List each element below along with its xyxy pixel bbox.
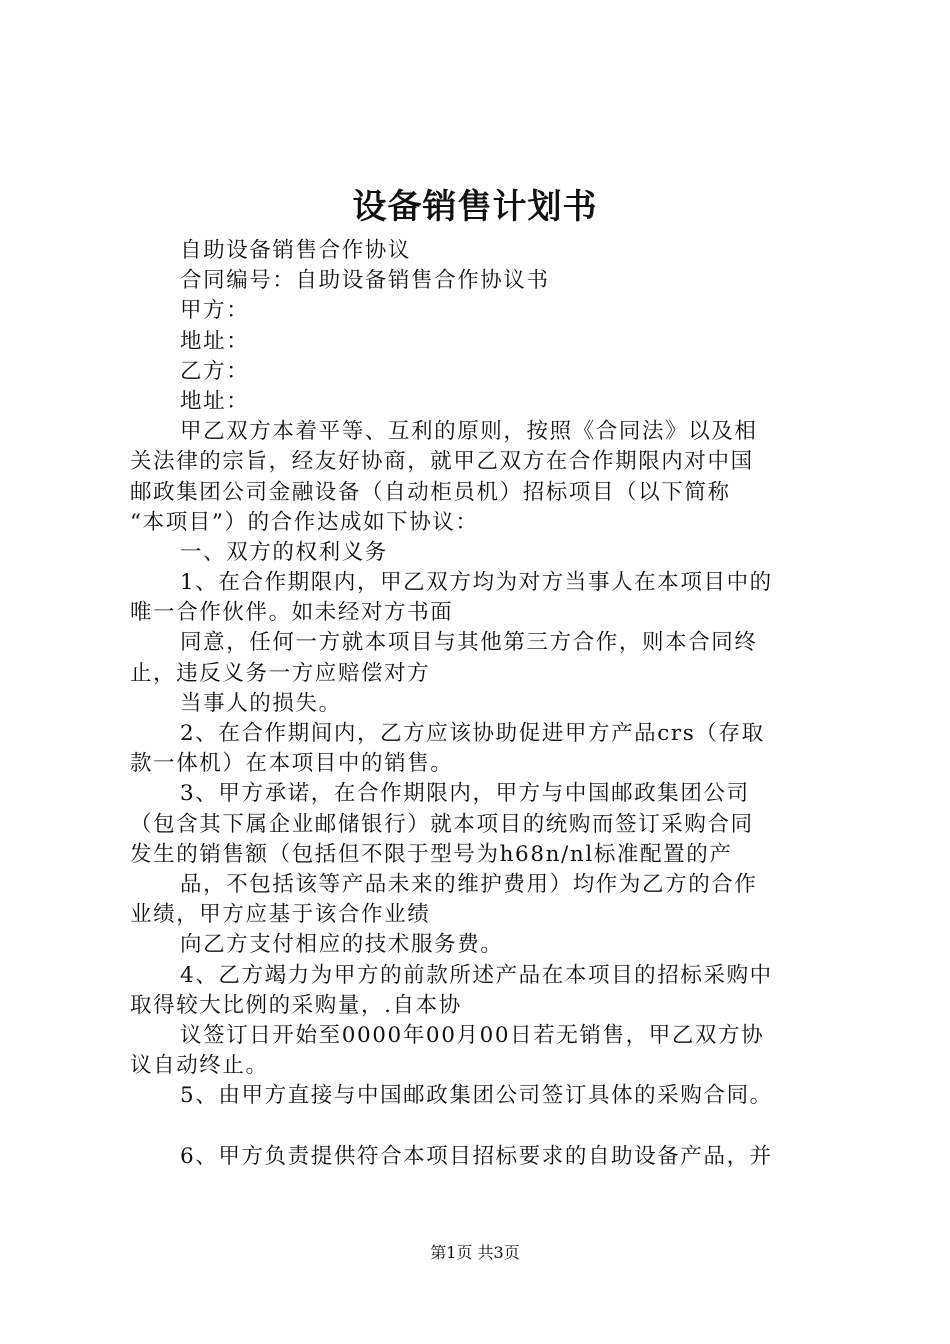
body-line: 议签订日开始至0000年00月00日若无销售，甲乙双方协 xyxy=(180,1022,765,1048)
body-line: 1、在合作期限内，甲乙双方均为对方当事人在本项目中的 xyxy=(180,570,773,596)
body-line: 取得较大比例的采购量，.自本协 xyxy=(130,992,462,1018)
body-line: 地址： xyxy=(180,328,250,354)
body-line xyxy=(130,1111,830,1141)
body-line: 当事人的损失。 xyxy=(180,690,342,716)
document-title: 设备销售计划书 xyxy=(352,187,598,227)
body-line: 议自动终止。 xyxy=(130,1053,269,1079)
body-line: 甲方： xyxy=(180,298,250,324)
body-line: 2、在合作期间内，乙方应该协助促进甲方产品crs（存取 xyxy=(180,721,765,746)
document-body xyxy=(130,236,830,1172)
body-line: 甲乙双方本着平等、互利的原则，按照《合同法》以及相 xyxy=(180,419,758,445)
body-line: 唯一合作伙伴。如未经对方书面 xyxy=(130,600,454,626)
body-line: 自助设备销售合作协议 xyxy=(180,238,412,263)
body-line: （包含其下属企业邮储银行）就本项目的统购而签订采购合同 xyxy=(130,811,754,837)
body-line: 6、甲方负责提供符合本项目招标要求的自助设备产品，并 xyxy=(180,1143,773,1169)
body-line: 业绩，甲方应基于该合作业绩 xyxy=(130,902,431,928)
body-line: 款一体机）在本项目中的销售。 xyxy=(130,751,454,777)
body-line: “本项目”）的合作达成如下协议： xyxy=(130,509,479,535)
body-line: 邮政集团公司金融设备（自动柜员机）招标项目（以下简称 xyxy=(130,479,731,505)
body-line: 止，违反义务一方应赔偿对方 xyxy=(130,660,431,686)
body-line: 品，不包括该等产品未来的维护费用）均作为乙方的合作 xyxy=(180,871,758,897)
body-line: 发生的销售额（包括但不限于型号为h68n/nl标准配置的产 xyxy=(130,841,733,867)
body-line: 合同编号：自助设备销售合作协议书 xyxy=(180,268,550,294)
body-line: 一、双方的权利义务 xyxy=(180,539,388,565)
body-line: 3、甲方承诺，在合作期限内，甲方与中国邮政集团公司 xyxy=(180,781,750,807)
body-line: 同意，任何一方就本项目与其他第三方合作，则本合同终 xyxy=(180,630,758,656)
body-line: 4、乙方竭力为甲方的前款所述产品在本项目的招标采购中 xyxy=(180,962,773,988)
body-line: 关法律的宗旨，经友好协商，就甲乙双方在合作期限内对中国 xyxy=(130,449,754,475)
body-line: 5、由甲方直接与中国邮政集团公司签订具体的采购合同。 xyxy=(180,1083,773,1109)
body-line: 乙方： xyxy=(180,358,250,384)
body-line: 地址： xyxy=(180,388,250,414)
page-footer: 第1页 共3页 xyxy=(430,1243,520,1262)
body-line: 向乙方支付相应的技术服务费。 xyxy=(180,932,504,958)
